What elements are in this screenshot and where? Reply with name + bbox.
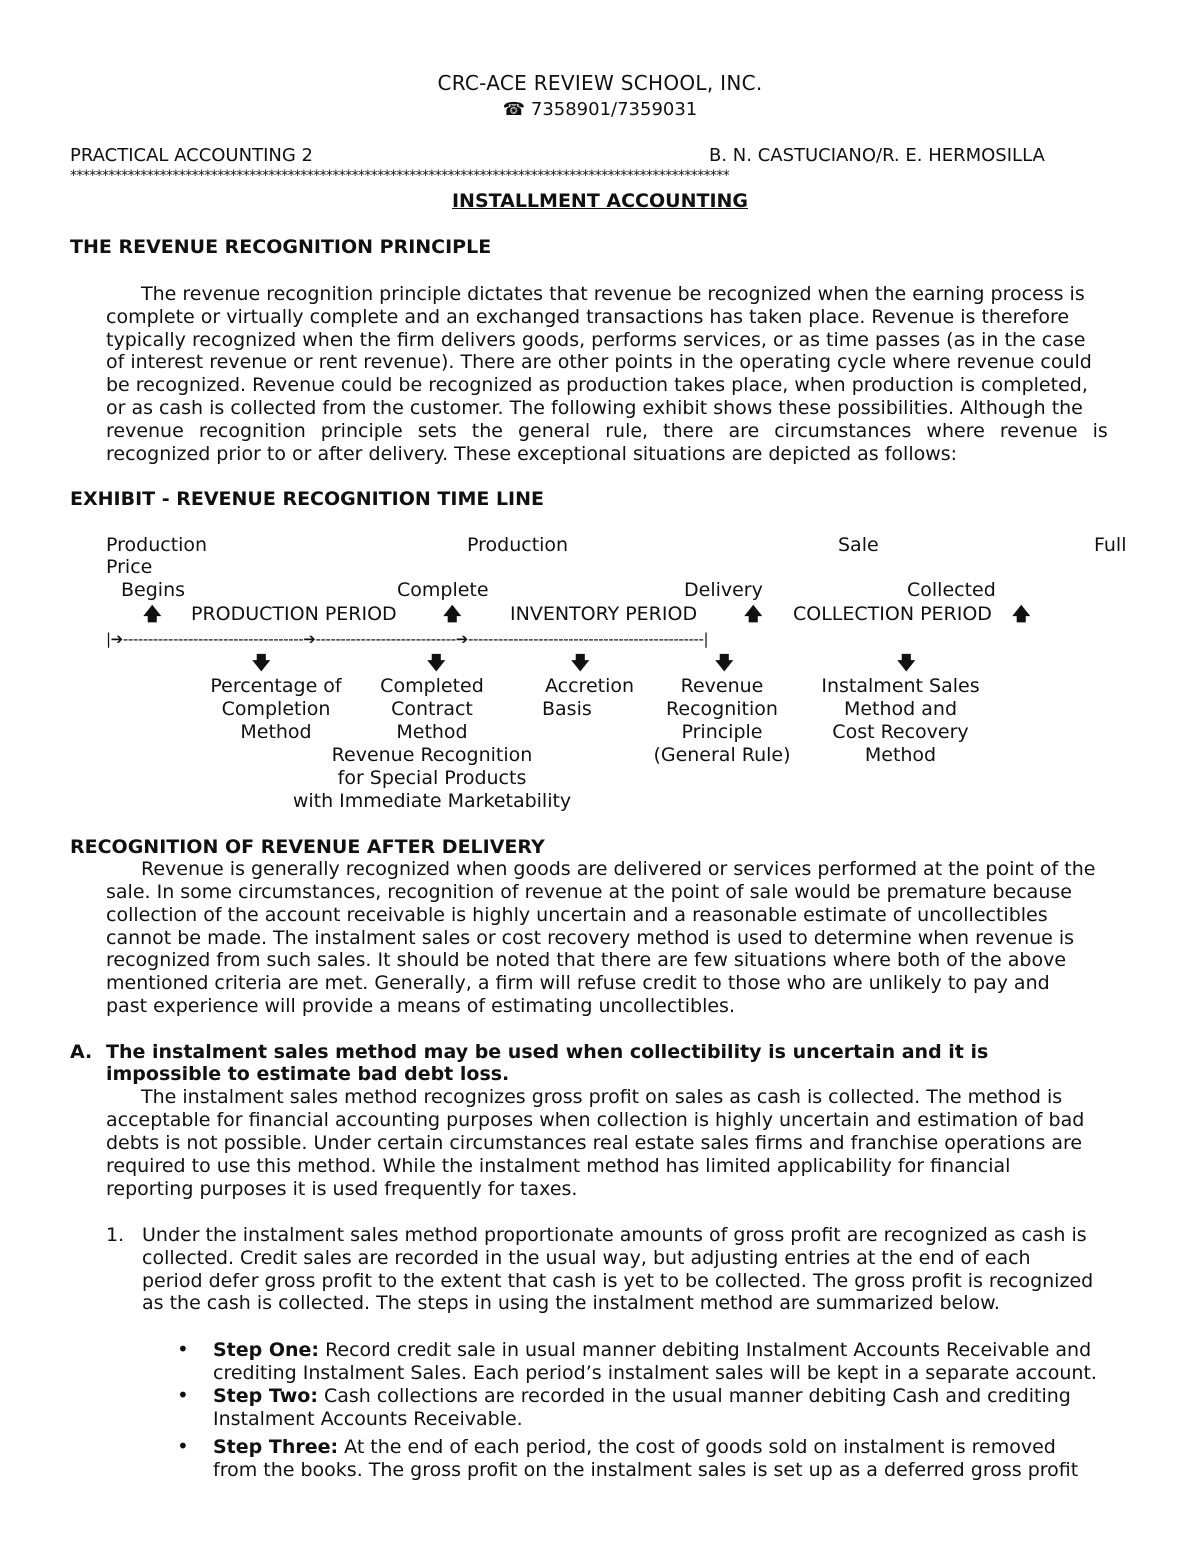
timeline-label-collected: Collected xyxy=(907,579,996,601)
paragraph-line: past experience will provide a means of estimating uncollectibles. xyxy=(106,995,735,1017)
bullet-icon: • xyxy=(177,1337,189,1361)
paragraph-line: cannot be made. The instalment sales or cost recovery method is used to determine when revenue is xyxy=(106,927,1075,949)
down-arrow-icon: 🡇 xyxy=(897,653,916,674)
list-item-line: period defer gross profit to the extent that cash is yet to be collected. The gross profit is recognized xyxy=(142,1270,1094,1292)
step-three: Step Three: At the end of each period, the cost of goods sold on instalment is removed xyxy=(213,1436,1056,1458)
paragraph-line: of interest revenue or rent revenue). There are other points in the operating cycle where revenue could xyxy=(106,351,1092,373)
paragraph-line: recognized from such sales. It should be noted that there are few situations where both of the above xyxy=(106,949,1067,971)
timeline-label-full: Full xyxy=(1094,534,1127,556)
section-a-heading: The instalment sales method may be used when collectibility is uncertain and it is xyxy=(106,1041,989,1063)
method-percentage-of-completion: Percentage of Completion Method xyxy=(210,675,342,743)
step-one-line: crediting Instalment Sales. Each period’s instalment sales will be kept in a separate account. xyxy=(213,1362,1097,1384)
down-arrow-icon: 🡇 xyxy=(571,653,590,674)
paragraph-line: required to use this method. While the instalment method has limited applicability for financial xyxy=(106,1155,1011,1177)
section-a-heading: impossible to estimate bad debt loss. xyxy=(106,1063,510,1085)
step-three-line: from the books. The gross profit on the instalment sales is set up as a deferred gross profit xyxy=(213,1459,1079,1481)
step-two: Step Two: Cash collections are recorded in the usual manner debiting Cash and crediting xyxy=(213,1385,1071,1407)
period-inventory: INVENTORY PERIOD xyxy=(510,603,698,625)
list-marker-1: 1. xyxy=(106,1224,125,1246)
exhibit-heading: EXHIBIT - REVENUE RECOGNITION TIME LINE xyxy=(70,488,544,510)
page-title: INSTALLMENT ACCOUNTING xyxy=(451,190,749,212)
up-arrow-icon: 🡅 xyxy=(443,604,462,625)
paragraph-line: The instalment sales method recognizes gross profit on sales as cash is collected. The method is xyxy=(141,1086,1063,1108)
timeline-label-sale: Sale xyxy=(838,534,879,556)
paragraph-line: Revenue is generally recognized when goods are delivered or services performed at the point of the xyxy=(141,858,1096,880)
timeline-label-begins: Begins xyxy=(121,579,186,601)
paragraph-line: recognized prior to or after delivery. These exceptional situations are depicted as follows: xyxy=(106,443,958,465)
paragraph-line: sale. In some circumstances, recognition of revenue at the point of sale would be premature because xyxy=(106,881,1072,903)
list-item-line: collected. Credit sales are recorded in the usual way, but adjusting entries at the end of each xyxy=(142,1247,1031,1269)
school-name: CRC-ACE REVIEW SCHOOL, INC. xyxy=(437,71,763,95)
paragraph-line: The revenue recognition principle dictates that revenue be recognized when the earning process is xyxy=(141,283,1085,305)
timeline-label-complete: Complete xyxy=(397,579,489,601)
paragraph-line: mentioned criteria are met. Generally, a firm will refuse credit to those who are unlikely to pay and xyxy=(106,972,1050,994)
timeline-label-price: Price xyxy=(106,556,153,578)
down-arrow-icon: 🡇 xyxy=(252,653,271,674)
paragraph-line: typically recognized when the firm delivers goods, performs services, or as time passes (as in the case xyxy=(106,329,1086,351)
phone-numbers: ☎ 7358901/7359031 xyxy=(502,99,698,120)
up-arrow-icon: 🡅 xyxy=(744,604,763,625)
bullet-icon: • xyxy=(177,1383,189,1407)
paragraph-line: be recognized. Revenue could be recognized as production takes place, when production is completed, xyxy=(106,374,1088,396)
section-marker-a: A. xyxy=(70,1041,93,1063)
paragraph-line: or as cash is collected from the customer. The following exhibit shows these possibilities. Although the xyxy=(106,397,1083,419)
step-one: Step One: Record credit sale in usual manner debiting Instalment Accounts Receivable and xyxy=(213,1339,1092,1361)
timeline-label-delivery: Delivery xyxy=(684,579,763,601)
down-arrow-icon: 🡇 xyxy=(427,653,446,674)
section-heading-revenue-recognition: THE REVENUE RECOGNITION PRINCIPLE xyxy=(70,236,492,258)
method-revenue-recognition-principle: Revenue Recognition Principle (General Rule) xyxy=(653,675,791,766)
paragraph-line: revenue recognition principle sets the general rule, there are circumstances where revenue is xyxy=(106,420,1108,442)
step-two-line: Instalment Accounts Receivable. xyxy=(213,1408,523,1430)
period-collection: COLLECTION PERIOD xyxy=(793,603,992,625)
authors: B. N. CASTUCIANO/R. E. HERMOSILLA xyxy=(709,145,1045,166)
method-accretion-basis: Accretion Basis xyxy=(542,675,635,720)
timeline-label-production-begins: Production xyxy=(106,534,208,556)
paragraph-line: acceptable for financial accounting purposes when collection is highly uncertain and estimation of bad xyxy=(106,1109,1085,1131)
section-heading-after-delivery: RECOGNITION OF REVENUE AFTER DELIVERY xyxy=(70,836,545,858)
course-name: PRACTICAL ACCOUNTING 2 xyxy=(70,145,313,166)
timeline-label-production-complete: Production xyxy=(467,534,569,556)
star-divider: ******************************************************************************************************* xyxy=(70,168,730,184)
paragraph-line: debts is not possible. Under certain circumstances real estate sales firms and franchise operations are xyxy=(106,1132,1083,1154)
period-production: PRODUCTION PERIOD xyxy=(191,603,397,625)
paragraph-line: complete or virtually complete and an exchanged transactions has taken place. Revenue is therefore xyxy=(106,306,1070,328)
special-products-method: Revenue Recognition for Special Products with Immediate Marketability xyxy=(292,744,572,812)
up-arrow-icon: 🡅 xyxy=(1012,604,1031,625)
list-item-line: Under the instalment sales method proportionate amounts of gross profit are recognized as cash is xyxy=(142,1224,1087,1246)
paragraph-line: reporting purposes it is used frequently for taxes. xyxy=(106,1178,578,1200)
list-item-line: as the cash is collected. The steps in using the instalment method are summarized below. xyxy=(142,1292,1000,1314)
bullet-icon: • xyxy=(177,1434,189,1458)
timeline-line: |➔------------------------------------➔----------------------------➔-----------------------------------------------| xyxy=(106,630,709,648)
method-instalment-sales: Instalment Sales Method and Cost Recovery Method xyxy=(821,675,980,766)
paragraph-line: collection of the account receivable is highly uncertain and a reasonable estimate of uncollectibles xyxy=(106,904,1048,926)
up-arrow-icon: 🡅 xyxy=(143,604,162,625)
method-completed-contract: Completed Contract Method xyxy=(380,675,484,743)
down-arrow-icon: 🡇 xyxy=(715,653,734,674)
